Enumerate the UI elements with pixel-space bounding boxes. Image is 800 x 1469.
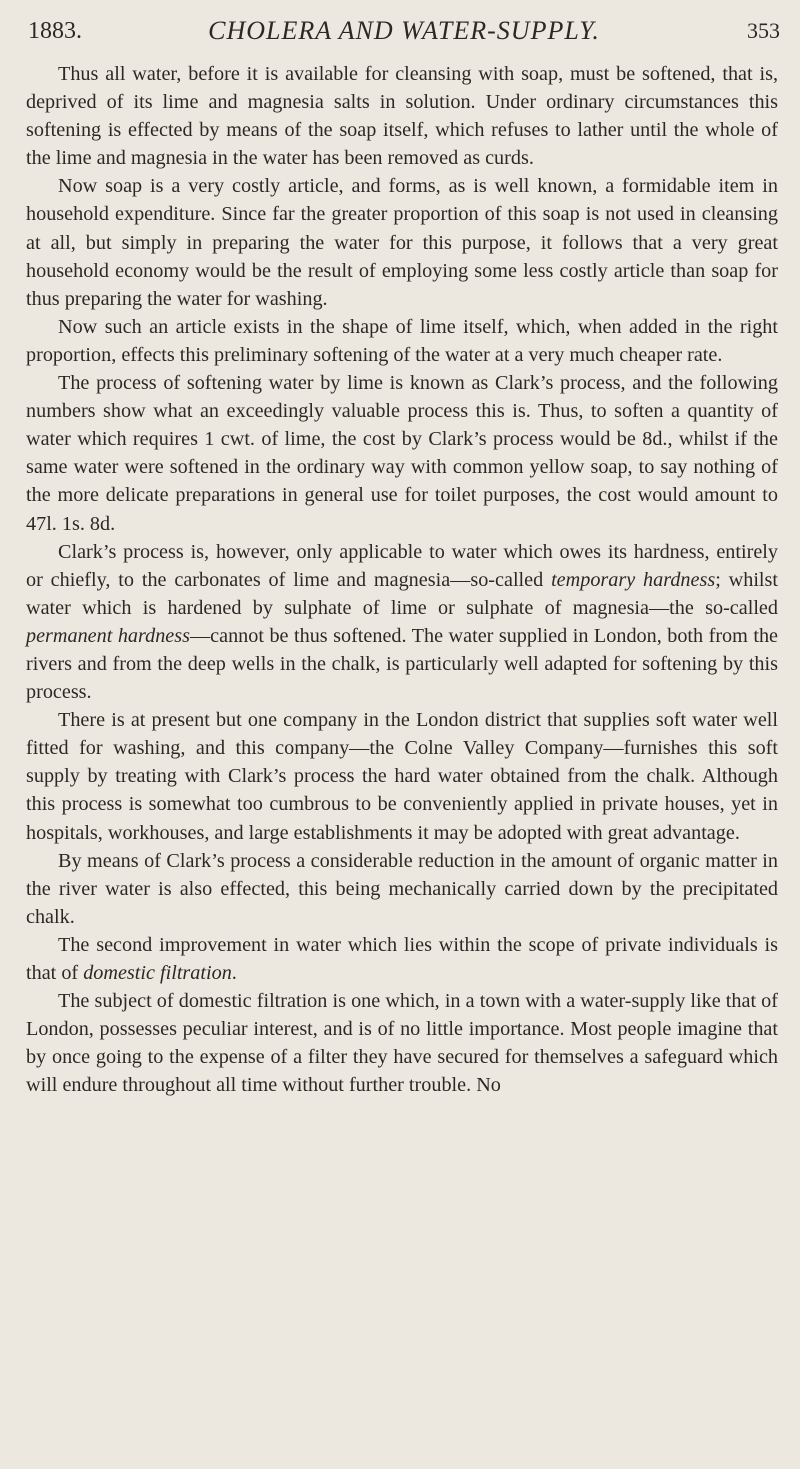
- paragraph-text: ; whilst water which is hardened by sulphate of lime or sulphate of magnesia—the so-called: [26, 568, 779, 619]
- paragraph: The process of softening water by lime is known as Clark’s process, and the following numbers show what an exceedingly valuable process this is. Thus, to soften a quantity of water which requires 1 cwt. of lime, the cost by Clark’s process would be 8d., whilst if the same water were softened in the ordinary way with common yellow soap, to say nothing of the more delicate preparations in general use for toilet purposes, the cost would amount to 47l. 1s. 8d.: [26, 372, 778, 535]
- paragraph-text: Clark’s process is, however, only applicable to water which owes its hardness, entirely or chiefly, to the carbonates of lime and magnesia—so-called: [26, 540, 778, 591]
- paragraph-text: .: [231, 962, 237, 984]
- italic-term: temporary hardness: [551, 568, 716, 591]
- header-title: CHOLERA AND WATER-SUPPLY.: [208, 16, 600, 45]
- paragraph: Thus all water, before it is available for cleansing with soap, must be softened, that is, deprived of its lime and magnesia salts in solution. Under ordinary circumstances this softening is effected by means of the soap itself, which refuses to lather until the whole of the lime and magnesia in the water has been removed as curds.: [26, 63, 778, 170]
- paragraph-text: —cannot be thus softened. The water supplied in London, both from the rivers and from the deep wells in the chalk, is particularly well adapted for softening by this process.: [26, 624, 778, 704]
- paragraph: [26, 538, 778, 707]
- paragraph: The subject of domestic filtration is one which, in a town with a water-supply like that of London, possesses peculiar interest, and is of no little importance. Most people imagine that by once going to the expense of a filter they have secured for themselves a safeguard which will endure throughout all time without further trouble. No: [26, 990, 778, 1097]
- header-year: 1883.: [28, 18, 82, 44]
- body-text: [26, 60, 778, 1099]
- italic-term: domestic filtration: [83, 962, 232, 984]
- paragraph: Now such an article exists in the shape of lime itself, which, when added in the right proportion, effects this preliminary softening of the water at a very much cheaper rate.: [26, 315, 778, 366]
- paragraph: Now soap is a very costly article, and forms, as is well known, a formidable item in household expenditure. Since far the greater proportion of this soap is not used in cleansing at all, but simply in preparing the water for this purpose, it follows that a very great household economy would be the result of employing some less costly article than soap for thus preparing the water for washing.: [26, 175, 778, 310]
- page-number: 353: [747, 18, 780, 43]
- paragraph: There is at present but one company in the London district that supplies soft water well fitted for washing, and this company—the Colne Valley Company—furnishes this soft supply by treating with Clark’s process the hard water obtained from the chalk. Although this process is somewhat too cumbrous to be conveniently applied in private houses, yet in hospitals, workhouses, and large establishments it may be adopted with great advantage.: [26, 709, 778, 844]
- running-header: [28, 14, 780, 48]
- paragraph: By means of Clark’s process a considerable reduction in the amount of organic matter in the river water is also effected, this being mechanically carried down by the precipitated chalk.: [26, 849, 778, 928]
- paragraph: [26, 931, 778, 987]
- italic-term: permanent hardness: [26, 624, 190, 647]
- paragraph-text: The second improvement in water which lies within the scope of private individuals is that of: [26, 933, 778, 984]
